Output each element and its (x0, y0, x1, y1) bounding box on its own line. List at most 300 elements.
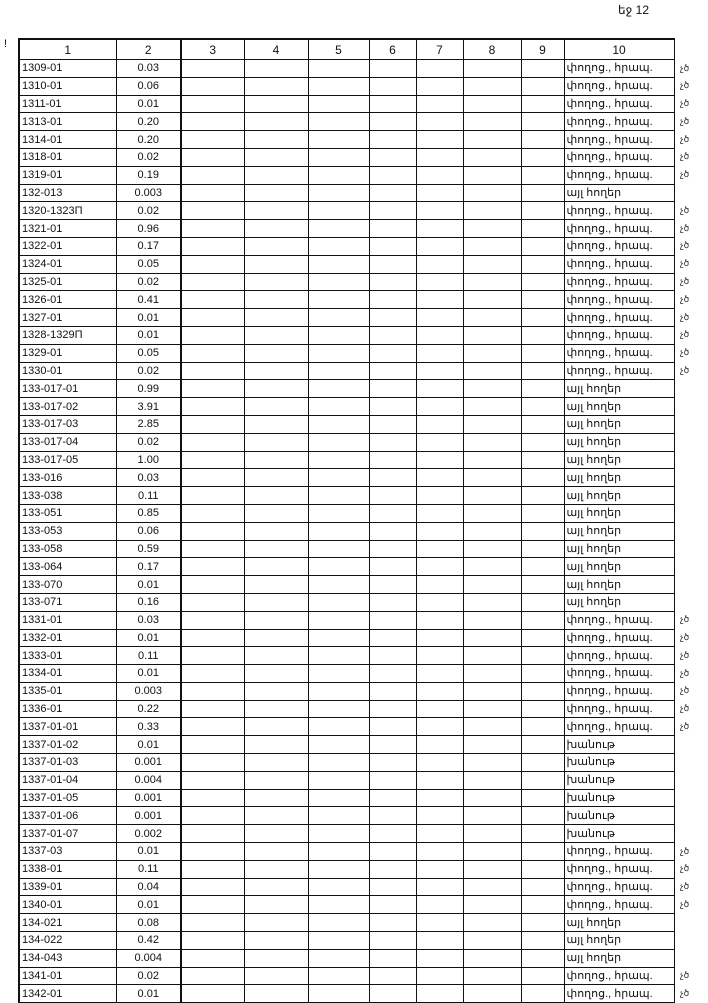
empty-cell (244, 949, 308, 967)
table-row (19, 700, 674, 718)
table-row (19, 949, 674, 967)
empty-cell (369, 326, 416, 344)
empty-cell (463, 754, 521, 772)
empty-cell (416, 540, 463, 558)
empty-cell (369, 255, 416, 273)
area-value: 0.11 (116, 860, 181, 878)
empty-cell (463, 77, 521, 95)
empty-cell (521, 344, 564, 362)
empty-cell (181, 629, 244, 647)
empty-cell (308, 415, 369, 433)
empty-cell (181, 789, 244, 807)
empty-cell (463, 487, 521, 505)
empty-cell (181, 736, 244, 754)
land-use: փողոց., հրապ. (564, 682, 674, 700)
table-row (19, 593, 674, 611)
empty-cell (416, 60, 463, 78)
empty-cell (369, 291, 416, 309)
table-row (19, 576, 674, 594)
empty-cell (463, 682, 521, 700)
empty-cell (244, 985, 308, 1003)
table-row (19, 825, 674, 843)
empty-cell (181, 220, 244, 238)
empty-cell (521, 896, 564, 914)
empty-cell (244, 771, 308, 789)
land-use: խանութ (564, 754, 674, 772)
empty-cell (369, 273, 416, 291)
empty-cell (416, 202, 463, 220)
land-use: փողոց., հրապ. (564, 611, 674, 629)
table-row (19, 736, 674, 754)
land-use: փողոց., հրապ. (564, 113, 674, 131)
empty-cell (416, 522, 463, 540)
empty-cell (181, 362, 244, 380)
empty-cell (244, 878, 308, 896)
empty-cell (369, 202, 416, 220)
empty-cell (521, 291, 564, 309)
empty-cell (308, 807, 369, 825)
empty-cell (181, 896, 244, 914)
empty-cell (181, 344, 244, 362)
land-use: փողոց., հրապ. (564, 220, 674, 238)
table-row (19, 415, 674, 433)
empty-cell (181, 949, 244, 967)
area-value: 0.19 (116, 166, 181, 184)
table-row (19, 896, 674, 914)
table-row (19, 558, 674, 576)
empty-cell (463, 166, 521, 184)
parcel-id: 1337-01-02 (19, 736, 116, 754)
empty-cell (308, 362, 369, 380)
parcel-id: 133-051 (19, 504, 116, 522)
parcel-id: 133-017-01 (19, 380, 116, 398)
table-row (19, 95, 674, 113)
col-header-7: 7 (416, 39, 463, 60)
empty-cell (463, 843, 521, 861)
parcel-id: 1324-01 (19, 255, 116, 273)
margin-mark: չծ (680, 347, 690, 358)
empty-cell (416, 789, 463, 807)
empty-cell (244, 451, 308, 469)
empty-cell (463, 807, 521, 825)
empty-cell (463, 789, 521, 807)
area-value: 0.96 (116, 220, 181, 238)
margin-mark: չծ (680, 293, 690, 304)
land-use: այլ հողեր (564, 593, 674, 611)
empty-cell (416, 825, 463, 843)
area-value: 0.03 (116, 469, 181, 487)
parcel-id: 132-013 (19, 184, 116, 202)
empty-cell (521, 914, 564, 932)
empty-cell (521, 309, 564, 327)
empty-cell (416, 860, 463, 878)
parcel-id: 1331-01 (19, 611, 116, 629)
empty-cell (181, 593, 244, 611)
empty-cell (521, 540, 564, 558)
table-row (19, 184, 674, 202)
area-value: 0.03 (116, 611, 181, 629)
empty-cell (369, 949, 416, 967)
empty-cell (244, 629, 308, 647)
table-row (19, 807, 674, 825)
area-value: 0.001 (116, 754, 181, 772)
area-value: 0.06 (116, 522, 181, 540)
empty-cell (181, 665, 244, 683)
empty-cell (521, 665, 564, 683)
empty-cell (369, 985, 416, 1003)
table-row (19, 166, 674, 184)
land-use: այլ հողեր (564, 469, 674, 487)
empty-cell (416, 576, 463, 594)
parcel-id: 1325-01 (19, 273, 116, 291)
table-row (19, 220, 674, 238)
land-use: փողոց., հրապ. (564, 665, 674, 683)
empty-cell (244, 700, 308, 718)
land-use: այլ հողեր (564, 398, 674, 416)
table-row (19, 273, 674, 291)
empty-cell (416, 718, 463, 736)
empty-cell (521, 700, 564, 718)
empty-cell (521, 184, 564, 202)
empty-cell (308, 220, 369, 238)
empty-cell (244, 291, 308, 309)
area-value: 0.11 (116, 647, 181, 665)
empty-cell (308, 60, 369, 78)
empty-cell (244, 60, 308, 78)
empty-cell (308, 148, 369, 166)
empty-cell (521, 487, 564, 505)
empty-cell (244, 789, 308, 807)
parcel-id: 134-021 (19, 914, 116, 932)
empty-cell (369, 754, 416, 772)
empty-cell (463, 576, 521, 594)
empty-cell (308, 95, 369, 113)
land-use: փողոց., հրապ. (564, 326, 674, 344)
table-row (19, 843, 674, 861)
area-value: 1.00 (116, 451, 181, 469)
empty-cell (308, 754, 369, 772)
empty-cell (181, 647, 244, 665)
empty-cell (181, 611, 244, 629)
empty-cell (308, 843, 369, 861)
empty-cell (308, 611, 369, 629)
area-value: 0.22 (116, 700, 181, 718)
empty-cell (308, 647, 369, 665)
empty-cell (521, 220, 564, 238)
area-value: 0.05 (116, 344, 181, 362)
land-table (18, 38, 675, 1003)
col-header-8: 8 (463, 39, 521, 60)
empty-cell (463, 932, 521, 950)
empty-cell (463, 611, 521, 629)
area-value: 0.01 (116, 95, 181, 113)
empty-cell (369, 131, 416, 149)
empty-cell (416, 220, 463, 238)
empty-cell (463, 985, 521, 1003)
empty-cell (369, 344, 416, 362)
table-row (19, 131, 674, 149)
empty-cell (521, 718, 564, 736)
empty-cell (308, 433, 369, 451)
empty-cell (369, 967, 416, 985)
table-row (19, 914, 674, 932)
area-value: 0.01 (116, 843, 181, 861)
area-value: 0.01 (116, 326, 181, 344)
area-value: 0.02 (116, 362, 181, 380)
area-value: 0.01 (116, 576, 181, 594)
empty-cell (308, 789, 369, 807)
table-row (19, 60, 674, 78)
table-row (19, 362, 674, 380)
empty-cell (416, 469, 463, 487)
parcel-id: 1333-01 (19, 647, 116, 665)
empty-cell (369, 825, 416, 843)
empty-cell (463, 540, 521, 558)
parcel-id: 1336-01 (19, 700, 116, 718)
empty-cell (416, 237, 463, 255)
empty-cell (369, 60, 416, 78)
parcel-id: 133-058 (19, 540, 116, 558)
empty-cell (463, 184, 521, 202)
parcel-id: 1311-01 (19, 95, 116, 113)
empty-cell (521, 398, 564, 416)
empty-cell (521, 273, 564, 291)
empty-cell (181, 754, 244, 772)
empty-cell (521, 415, 564, 433)
empty-cell (463, 309, 521, 327)
margin-mark: չծ (680, 365, 690, 376)
empty-cell (521, 932, 564, 950)
empty-cell (181, 237, 244, 255)
parcel-id: 1321-01 (19, 220, 116, 238)
empty-cell (416, 843, 463, 861)
margin-mark: չծ (680, 632, 690, 642)
margin-mark: չծ (680, 649, 690, 660)
empty-cell (244, 344, 308, 362)
empty-cell (463, 718, 521, 736)
empty-cell (521, 949, 564, 967)
col-header-1: 1 (19, 39, 116, 60)
margin-mark: չծ (680, 881, 690, 892)
col-header-4: 4 (244, 39, 308, 60)
empty-cell (416, 754, 463, 772)
land-use: փողոց., հրապ. (564, 255, 674, 273)
empty-cell (369, 860, 416, 878)
col-header-10: 10 (564, 39, 674, 60)
land-use: փողոց., հրապ. (564, 273, 674, 291)
margin-mark: չծ (680, 329, 690, 340)
area-value: 0.01 (116, 985, 181, 1003)
empty-cell (463, 131, 521, 149)
land-use: փողոց., հրապ. (564, 77, 674, 95)
empty-cell (244, 255, 308, 273)
empty-cell (369, 611, 416, 629)
land-use: փողոց., հրապ. (564, 291, 674, 309)
land-use: խանութ (564, 825, 674, 843)
empty-cell (369, 184, 416, 202)
table-row (19, 309, 674, 327)
empty-cell (416, 896, 463, 914)
empty-cell (181, 469, 244, 487)
empty-cell (181, 771, 244, 789)
table-row (19, 682, 674, 700)
empty-cell (244, 896, 308, 914)
empty-cell (244, 736, 308, 754)
empty-cell (181, 380, 244, 398)
table-row (19, 771, 674, 789)
empty-cell (463, 558, 521, 576)
empty-cell (308, 273, 369, 291)
parcel-id: 1338-01 (19, 860, 116, 878)
empty-cell (308, 166, 369, 184)
empty-cell (463, 60, 521, 78)
col-header-6: 6 (369, 39, 416, 60)
empty-cell (244, 843, 308, 861)
margin-mark: չծ (680, 614, 690, 625)
parcel-id: 133-017-05 (19, 451, 116, 469)
empty-cell (463, 736, 521, 754)
empty-cell (244, 202, 308, 220)
empty-cell (463, 451, 521, 469)
empty-cell (308, 398, 369, 416)
parcel-id: 1337-01-05 (19, 789, 116, 807)
empty-cell (308, 629, 369, 647)
empty-cell (181, 825, 244, 843)
area-value: 0.20 (116, 131, 181, 149)
land-use: փողոց., հրապ. (564, 166, 674, 184)
empty-cell (244, 860, 308, 878)
empty-cell (416, 184, 463, 202)
empty-cell (416, 967, 463, 985)
empty-cell (521, 789, 564, 807)
empty-cell (369, 593, 416, 611)
empty-cell (521, 771, 564, 789)
empty-cell (308, 878, 369, 896)
empty-cell (369, 487, 416, 505)
empty-cell (369, 736, 416, 754)
empty-cell (416, 949, 463, 967)
parcel-id: 134-022 (19, 932, 116, 950)
empty-cell (308, 184, 369, 202)
area-value: 0.11 (116, 487, 181, 505)
empty-cell (369, 220, 416, 238)
area-value: 0.004 (116, 771, 181, 789)
land-use: այլ հողեր (564, 380, 674, 398)
empty-cell (463, 665, 521, 683)
empty-cell (521, 131, 564, 149)
empty-cell (308, 344, 369, 362)
empty-cell (181, 255, 244, 273)
empty-cell (521, 860, 564, 878)
land-use: փողոց., հրապ. (564, 362, 674, 380)
land-use: այլ հողեր (564, 433, 674, 451)
empty-cell (308, 309, 369, 327)
table-row (19, 398, 674, 416)
area-value: 3.91 (116, 398, 181, 416)
empty-cell (416, 771, 463, 789)
empty-cell (521, 629, 564, 647)
empty-cell (463, 433, 521, 451)
parcel-id: 1337-01-07 (19, 825, 116, 843)
margin-mark: չծ (680, 845, 690, 856)
empty-cell (521, 433, 564, 451)
area-value: 0.01 (116, 896, 181, 914)
area-value: 0.02 (116, 433, 181, 451)
empty-cell (181, 718, 244, 736)
empty-cell (369, 309, 416, 327)
land-use: փողոց., հրապ. (564, 95, 674, 113)
area-value: 0.33 (116, 718, 181, 736)
empty-cell (416, 647, 463, 665)
parcel-id: 133-017-03 (19, 415, 116, 433)
empty-cell (369, 629, 416, 647)
table-row (19, 433, 674, 451)
empty-cell (369, 700, 416, 718)
parcel-id: 1314-01 (19, 131, 116, 149)
margin-mark: չծ (680, 222, 690, 233)
empty-cell (369, 362, 416, 380)
empty-cell (416, 487, 463, 505)
table-row (19, 344, 674, 362)
empty-cell (521, 326, 564, 344)
land-use: փողոց., հրապ. (564, 237, 674, 255)
parcel-id: 1334-01 (19, 665, 116, 683)
empty-cell (244, 647, 308, 665)
empty-cell (244, 504, 308, 522)
parcel-id: 1330-01 (19, 362, 116, 380)
empty-cell (416, 878, 463, 896)
empty-cell (463, 469, 521, 487)
empty-cell (463, 896, 521, 914)
empty-cell (181, 113, 244, 131)
empty-cell (416, 309, 463, 327)
empty-cell (244, 113, 308, 131)
col-header-9: 9 (521, 39, 564, 60)
land-use: փողոց., հրապ. (564, 896, 674, 914)
land-use: փողոց., հրապ. (564, 131, 674, 149)
empty-cell (308, 700, 369, 718)
area-value: 0.85 (116, 504, 181, 522)
empty-cell (181, 326, 244, 344)
empty-cell (244, 415, 308, 433)
area-value: 0.20 (116, 113, 181, 131)
empty-cell (416, 665, 463, 683)
empty-cell (416, 932, 463, 950)
empty-cell (416, 433, 463, 451)
empty-cell (521, 647, 564, 665)
empty-cell (369, 558, 416, 576)
table-row (19, 148, 674, 166)
land-use: այլ հողեր (564, 487, 674, 505)
empty-cell (308, 522, 369, 540)
empty-cell (369, 576, 416, 594)
empty-cell (416, 326, 463, 344)
empty-cell (463, 148, 521, 166)
empty-cell (463, 949, 521, 967)
empty-cell (308, 718, 369, 736)
margin-mark: չծ (680, 703, 690, 714)
table-row (19, 522, 674, 540)
parcel-id: 1337-01-01 (19, 718, 116, 736)
empty-cell (181, 914, 244, 932)
table-row (19, 629, 674, 647)
empty-cell (369, 398, 416, 416)
area-value: 0.06 (116, 77, 181, 95)
parcel-id: 1310-01 (19, 77, 116, 95)
margin-mark: չծ (680, 276, 690, 287)
parcel-id: 1332-01 (19, 629, 116, 647)
land-use: փողոց., հրապ. (564, 985, 674, 1003)
